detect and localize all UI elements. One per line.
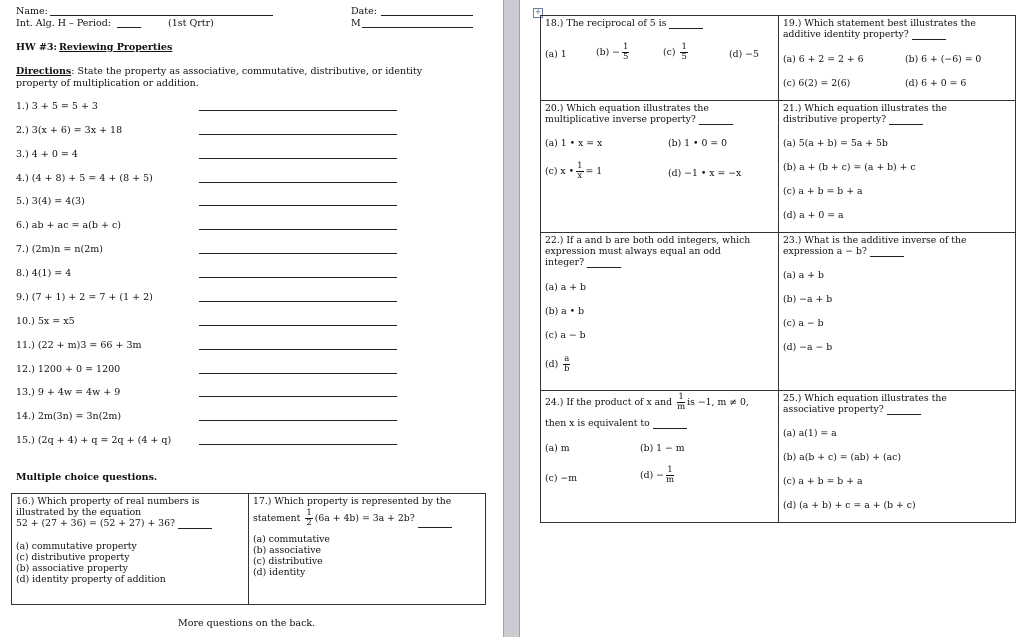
q16-line: illustrated by the equation: [16, 507, 142, 518]
q23-line-text: expression a − b?: [783, 246, 867, 257]
answer-line[interactable]: [199, 444, 397, 445]
q19-line: 19.) Which statement best illustrates the: [783, 18, 976, 29]
q23-choice-b: (b) −a + b: [783, 294, 833, 305]
q21-line-text: distributive property?: [783, 114, 887, 125]
problem-14: 14.) 2m(3n) = 3n(2m): [16, 411, 122, 422]
mc-table-divider: [248, 493, 249, 605]
q25-line: 25.) Which equation illustrates the: [783, 393, 947, 404]
problem-7: 7.) (2m)n = n(2m): [16, 244, 103, 255]
fraction-numerator: 1: [678, 392, 684, 402]
fraction-numerator: 1: [306, 508, 312, 518]
q22-choice-c: (c) a − b: [545, 330, 586, 341]
answer-line[interactable]: [199, 229, 397, 230]
mc-heading: Multiple choice questions.: [16, 472, 158, 483]
fraction-numerator: 1: [577, 161, 583, 171]
q25-choice-d: (d) (a + b) + c = a + (b + c): [783, 500, 916, 511]
q20-line-text: multiplicative inverse property?: [545, 114, 696, 125]
answer-blank[interactable]: [889, 115, 923, 125]
q19-choice-c: (c) 6(2) = 2(6): [783, 78, 851, 89]
q24-prefix: 24.) If the product of x and: [545, 397, 673, 408]
page-gutter: [503, 0, 520, 637]
q24-line2-text: then x is equivalent to: [545, 418, 650, 429]
answer-line[interactable]: [199, 349, 397, 350]
date-label: Date:: [351, 6, 377, 17]
q16-choice: (a) commutative property: [16, 541, 137, 552]
q20-choice-c: [545, 162, 602, 181]
q21-line: [783, 114, 947, 125]
q25-choice-b: (b) a(b + c) = (ab) + (ac): [783, 452, 901, 463]
q20-c-prefix: (c) x •: [545, 166, 575, 177]
answer-line[interactable]: [199, 301, 397, 302]
q20-line: 20.) Which equation illustrates the: [545, 103, 709, 114]
q24-stem: [545, 393, 749, 412]
q19-line-text: additive identity property?: [783, 29, 909, 40]
fraction-denominator: 5: [622, 52, 629, 62]
q25-line: [783, 404, 947, 415]
q23-line: 23.) What is the additive inverse of the: [783, 235, 967, 246]
q24-d-prefix: (d) −: [640, 470, 664, 481]
q25-stem: [783, 393, 947, 415]
answer-line[interactable]: [199, 396, 397, 397]
answer-line[interactable]: [199, 158, 397, 159]
q21-choice-b: (b) a + (b + c) = (a + b) + c: [783, 162, 916, 173]
q18-b-fraction: [622, 43, 629, 62]
directions-line2: property of multiplication or addition.: [16, 78, 199, 89]
q22-choice-b: (b) a • b: [545, 306, 585, 317]
q20-line: [545, 114, 733, 125]
q22-line-text: integer?: [545, 257, 585, 268]
q25-line-text: associative property?: [783, 404, 884, 415]
q18-choice-a: (a) 1: [545, 49, 567, 60]
q22-choice-a: (a) a + b: [545, 282, 586, 293]
problem-5: 5.) 3(4) = 4(3): [16, 196, 85, 207]
q17-choice: (b) associative: [253, 545, 322, 556]
answer-line[interactable]: [199, 253, 397, 254]
q17: [253, 496, 452, 578]
fraction-numerator: 1: [667, 465, 673, 475]
q22-d-fraction: [563, 355, 570, 374]
q20-c-rest: = 1: [585, 166, 603, 177]
problem-15: 15.) (2q + 4) + q = 2q + (4 + q): [16, 435, 172, 446]
answer-blank[interactable]: [912, 30, 946, 40]
directions: [16, 66, 422, 77]
answer-line[interactable]: [199, 182, 397, 183]
q16-choice: (d) identity property of addition: [16, 574, 166, 585]
q18-choice-d: (d) −5: [729, 49, 759, 60]
mc-table-row-line: [540, 232, 1016, 233]
directions-text: : State the property as associative, commutative, distributive, or identity: [71, 66, 423, 77]
problem-2: 2.) 3(x + 6) = 3x + 18: [16, 125, 123, 136]
fraction-denominator: m: [677, 402, 686, 412]
left-page: [0, 0, 503, 637]
q19-choice-a: (a) 6 + 2 = 2 + 6: [783, 54, 864, 65]
answer-blank[interactable]: [699, 115, 733, 125]
name-label: Name:: [16, 6, 48, 17]
footer-note: More questions on the back.: [178, 618, 316, 629]
mc-table-row-line: [540, 100, 1016, 101]
date-field[interactable]: [381, 15, 473, 16]
q19-choice-b: (b) 6 + (−6) = 0: [905, 54, 982, 65]
m-field[interactable]: [362, 27, 473, 28]
q24-choice-b: (b) 1 − m: [640, 443, 685, 454]
mc-table-row-line: [540, 390, 1016, 391]
problem-6: 6.) ab + ac = a(b + c): [16, 220, 121, 231]
q17-statement: [253, 509, 452, 528]
fraction-denominator: 2: [306, 518, 312, 528]
q24-rest: is −1, m ≠ 0,: [687, 397, 749, 408]
answer-blank[interactable]: [178, 519, 212, 529]
problem-1: 1.) 3 + 5 = 5 + 3: [16, 101, 98, 112]
q24-d-fraction: [666, 466, 674, 485]
answer-line[interactable]: [199, 110, 397, 111]
q24-choice-c: (c) −m: [545, 473, 578, 484]
hw-title-prefix: HW #3:: [16, 42, 58, 53]
answer-blank[interactable]: [870, 247, 904, 257]
problem-3: 3.) 4 + 0 = 4: [16, 149, 78, 160]
q23-choice-c: (c) a − b: [783, 318, 824, 329]
q18-c-fraction: [680, 43, 687, 62]
q20-choice-b: (b) 1 • 0 = 0: [668, 138, 727, 149]
answer-line[interactable]: [199, 325, 397, 326]
q21-choice-c: (c) a + b = b + a: [783, 186, 863, 197]
directions-label: Directions: [16, 66, 72, 77]
q18-stem: [545, 18, 703, 29]
q18-choice-b: [596, 43, 631, 62]
problem-8: 8.) 4(1) = 4: [16, 268, 72, 279]
q20-stem: [545, 103, 733, 125]
q24-fraction: [677, 393, 685, 412]
answer-blank[interactable]: [887, 405, 921, 415]
q21-choice-a: (a) 5(a + b) = 5a + 5b: [783, 138, 888, 149]
q18-choice-c: [663, 43, 690, 62]
q16-choice: (c) distributive property: [16, 552, 130, 563]
name-field[interactable]: [50, 15, 273, 16]
fraction-numerator: 1: [681, 42, 687, 52]
fraction-denominator: 5: [681, 52, 687, 62]
answer-line[interactable]: [199, 134, 397, 135]
problem-10: 10.) 5x = x5: [16, 316, 75, 327]
m-label: M: [351, 18, 361, 29]
q22-choice-d: [545, 355, 572, 374]
q21-choice-d: (d) a + 0 = a: [783, 210, 844, 221]
q17-stmt-rest: (6a + 4b) = 3a + 2b?: [314, 513, 415, 524]
q17-choice: (a) commutative: [253, 534, 330, 545]
q24-line2: [545, 418, 687, 429]
fraction-numerator: a: [564, 354, 570, 364]
q23-line: [783, 246, 966, 257]
q16-equation: 52 + (27 + 36) = (52 + 27) + 36?: [16, 518, 175, 529]
class-label: Int. Alg. H – Period:: [16, 18, 111, 29]
problem-4: 4.) (4 + 8) + 5 = 4 + (8 + 5): [16, 173, 153, 184]
q16-line: 16.) Which property of real numbers is: [16, 496, 200, 507]
q19-stem: [783, 18, 976, 40]
fraction-numerator: 1: [622, 42, 629, 52]
q17-choice: (c) distributive: [253, 556, 323, 567]
answer-blank[interactable]: [669, 19, 703, 29]
period-field[interactable]: [117, 27, 141, 28]
fraction-denominator: x: [577, 171, 583, 181]
q19-line: [783, 29, 976, 40]
answer-line[interactable]: [199, 277, 397, 278]
q21-line: 21.) Which equation illustrates the: [783, 103, 947, 114]
q23-choice-d: (d) −a − b: [783, 342, 833, 353]
q17-choice: (d) identity: [253, 567, 306, 578]
q20-choice-a: (a) 1 • x = x: [545, 138, 603, 149]
q22-d-prefix: (d): [545, 359, 559, 370]
answer-line[interactable]: [199, 205, 397, 206]
answer-line[interactable]: [199, 420, 397, 421]
q24-choice-a: (a) m: [545, 443, 570, 454]
q17-fraction: [305, 509, 312, 528]
q16-choice: (b) associative property: [16, 563, 128, 574]
q23-choice-a: (a) a + b: [783, 270, 824, 281]
q18-c-prefix: (c): [663, 47, 676, 58]
q20-c-fraction: [576, 162, 583, 181]
answer-line[interactable]: [199, 373, 397, 374]
fraction-denominator: b: [564, 364, 570, 374]
q22-line: 22.) If a and b are both odd integers, which: [545, 235, 751, 246]
q17-line: 17.) Which property is represented by the: [253, 496, 452, 507]
answer-blank[interactable]: [418, 518, 452, 528]
answer-blank[interactable]: [587, 258, 621, 268]
q17-stmt-prefix: statement: [253, 513, 301, 524]
mc-table-divider: [778, 15, 779, 523]
q22-line: expression must always equal an odd: [545, 246, 721, 257]
problem-11: 11.) (22 + m)3 = 66 + 3m: [16, 340, 142, 351]
problem-12: 12.) 1200 + 0 = 1200: [16, 364, 121, 375]
q24-choice-d: [640, 466, 676, 485]
q25-choice-c: (c) a + b = b + a: [783, 476, 863, 487]
q19-choice-d: (d) 6 + 0 = 6: [905, 78, 967, 89]
quarter-label: (1st Qrtr): [168, 18, 214, 29]
q18-stem-text: 18.) The reciprocal of 5 is: [545, 18, 667, 29]
problem-13: 13.) 9 + 4w = 4w + 9: [16, 387, 121, 398]
q16-line: [16, 518, 212, 529]
q23-stem: [783, 235, 966, 257]
q25-choice-a: (a) a(1) = a: [783, 428, 837, 439]
q20-choice-d: (d) −1 • x = −x: [668, 168, 742, 179]
fraction-denominator: m: [665, 475, 675, 485]
q22-stem: [545, 235, 750, 268]
q21-stem: [783, 103, 947, 125]
q22-line: [545, 257, 750, 268]
problem-9: 9.) (7 + 1) + 2 = 7 + (1 + 2): [16, 292, 153, 303]
hw-title: Reviewing Properties: [59, 42, 173, 53]
answer-blank[interactable]: [653, 419, 687, 429]
q18-b-prefix: (b) −: [596, 47, 620, 58]
q16: [16, 496, 212, 585]
table-move-handle-icon[interactable]: +: [533, 8, 543, 18]
